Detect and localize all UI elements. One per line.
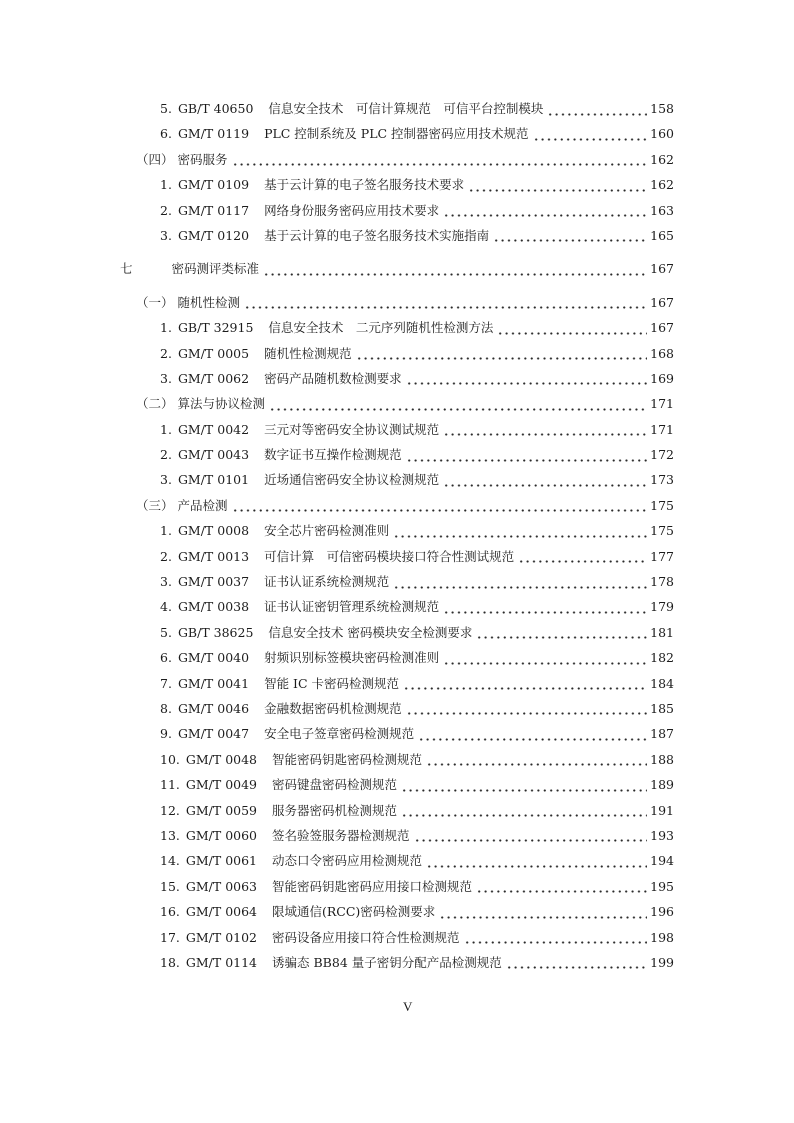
dot-leader	[406, 696, 648, 721]
dot-leader	[406, 366, 648, 391]
standard-code: GM/T 0063	[185, 878, 258, 894]
standard-code: GM/T 0040	[177, 650, 250, 666]
entry-label	[160, 645, 439, 670]
page-number: 171	[650, 396, 674, 412]
page-number: 167	[650, 294, 674, 310]
dot-leader	[393, 518, 647, 543]
standard-code: GM/T 0042	[177, 421, 250, 437]
toc-item	[120, 315, 674, 340]
entry-label	[160, 925, 460, 950]
entry-number: 12.	[160, 802, 180, 818]
toc-section	[120, 493, 674, 518]
entry-title: 基于云计算的电子签名服务技术实施指南	[264, 227, 490, 243]
toc-item	[120, 925, 674, 950]
entry-number: 1.	[160, 523, 172, 539]
entry-label	[160, 874, 472, 899]
page-number: 193	[650, 827, 674, 843]
dot-leader	[464, 925, 648, 950]
entry-title: 三元对等密码安全协议测试规范	[264, 421, 440, 437]
dot-leader	[232, 493, 648, 518]
entry-label	[160, 315, 493, 340]
toc-item	[120, 823, 674, 848]
toc-item	[120, 721, 674, 746]
entry-label	[160, 594, 439, 619]
entry-label	[160, 899, 435, 924]
entry-number: 11.	[160, 777, 180, 793]
toc-list	[120, 96, 674, 975]
dot-leader	[232, 147, 648, 172]
toc-item	[120, 172, 674, 197]
dot-leader	[506, 950, 647, 975]
entry-number: 1.	[160, 320, 172, 336]
toc-section	[120, 147, 674, 172]
entry-title: 随机性检测规范	[264, 345, 352, 361]
toc-chapter	[120, 256, 674, 281]
page-number: 198	[650, 929, 674, 945]
dot-leader	[476, 620, 647, 645]
page-number: 184	[650, 675, 674, 691]
standard-code: GM/T 0109	[177, 177, 250, 193]
entry-title: 智能密码钥匙密码应用接口检测规范	[272, 878, 473, 894]
toc-item	[120, 121, 674, 146]
page-number: 172	[650, 447, 674, 463]
entry-number: 2.	[160, 345, 172, 361]
page-number: 165	[650, 227, 674, 243]
entry-number: 4.	[160, 599, 172, 615]
standard-code: GM/T 0013	[177, 548, 250, 564]
entry-label	[160, 341, 352, 366]
entry-label	[160, 442, 402, 467]
page-number: 162	[650, 151, 674, 167]
toc-item	[120, 417, 674, 442]
entry-label	[160, 121, 529, 146]
standard-code: GM/T 0049	[185, 777, 258, 793]
standard-code: GM/T 0117	[177, 202, 250, 218]
toc-item	[120, 645, 674, 670]
dot-leader	[533, 121, 648, 146]
page-number: 196	[650, 904, 674, 920]
dot-leader	[497, 315, 647, 340]
entry-label	[160, 721, 414, 746]
page-number: 182	[650, 650, 674, 666]
page-number: 194	[650, 853, 674, 869]
toc-item	[120, 747, 674, 772]
toc-item	[120, 366, 674, 391]
entry-number: 5.	[160, 101, 172, 116]
page-number: 171	[650, 421, 674, 437]
entry-number: 8.	[160, 700, 172, 716]
entry-number: 16.	[160, 904, 180, 920]
dot-leader	[443, 198, 647, 223]
entry-title: 可信计算 可信密码模块接口符合性测试规范	[264, 548, 515, 564]
entry-number: 17.	[160, 929, 180, 945]
standard-code: GM/T 0048	[185, 751, 258, 767]
entry-title: 智能密码钥匙密码检测规范	[272, 751, 423, 767]
toc-section	[120, 290, 674, 315]
entry-label	[160, 172, 464, 197]
standard-code: GM/T 0038	[177, 599, 250, 615]
entry-title: 签名验签服务器检测规范	[272, 827, 410, 843]
dot-leader	[393, 569, 647, 594]
entry-title: 网络身份服务密码应用技术要求	[264, 202, 440, 218]
entry-label	[160, 417, 439, 442]
entry-label	[160, 848, 422, 873]
entry-label	[160, 467, 439, 492]
page-number: 175	[650, 523, 674, 539]
dot-leader	[518, 544, 647, 569]
standard-code: GM/T 0114	[185, 954, 258, 970]
entry-title: 随机性检测	[177, 294, 241, 310]
toc-item	[120, 467, 674, 492]
entry-number: 10.	[160, 751, 180, 767]
standard-code: GM/T 0060	[185, 827, 258, 843]
entry-number: 7.	[160, 675, 172, 691]
entry-number: （四）	[136, 151, 174, 167]
entry-label	[120, 256, 259, 281]
entry-title: 基于云计算的电子签名服务技术要求	[264, 177, 465, 193]
entry-title: 密码服务	[177, 151, 228, 167]
dot-leader	[493, 223, 647, 248]
entry-title: 安全电子签章密码检测规范	[264, 726, 415, 742]
entry-label	[136, 290, 240, 315]
page-number: 177	[650, 548, 674, 564]
dot-leader	[439, 899, 647, 924]
entry-number: 3.	[160, 574, 172, 590]
entry-number: 3.	[160, 227, 172, 243]
entry-number: 2.	[160, 447, 172, 463]
page-number: 163	[650, 202, 674, 218]
dot-leader	[406, 442, 648, 467]
page-number: 179	[650, 599, 674, 615]
dot-leader	[414, 823, 648, 848]
toc-item	[120, 950, 674, 975]
entry-title: 近场通信密码安全协议检测规范	[264, 472, 440, 488]
entry-title: 证书认证系统检测规范	[264, 574, 390, 590]
toc-item	[120, 874, 674, 899]
toc-item	[120, 96, 674, 121]
page-number: 160	[650, 126, 674, 142]
entry-number: （二）	[136, 396, 174, 412]
dot-leader	[356, 341, 648, 366]
page-number: 167	[650, 261, 674, 277]
entry-label	[160, 772, 397, 797]
entry-number: 2.	[160, 202, 172, 218]
dot-leader	[443, 645, 647, 670]
entry-label	[160, 747, 422, 772]
toc-section	[120, 391, 674, 416]
page-number: 181	[650, 624, 674, 640]
dot-leader	[403, 671, 647, 696]
entry-title: 密码设备应用接口符合性检测规范	[272, 929, 460, 945]
entry-number: 18.	[160, 954, 180, 970]
entry-number: 3.	[160, 370, 172, 386]
dot-leader	[418, 721, 647, 746]
dot-leader	[269, 391, 647, 416]
entry-number: 6.	[160, 126, 172, 142]
entry-number: 3.	[160, 472, 172, 488]
toc-item	[120, 696, 674, 721]
entry-label	[160, 620, 472, 645]
standard-code: GM/T 0037	[177, 574, 250, 590]
standard-code: GM/T 0119	[177, 126, 250, 142]
entry-number: 14.	[160, 853, 180, 869]
standard-code: GM/T 0064	[185, 904, 258, 920]
entry-title: 诱骗态 BB84 量子密钥分配产品检测规范	[272, 954, 502, 970]
page-number: 168	[650, 345, 674, 361]
standard-code: GB/T 32915	[177, 320, 254, 336]
entry-title: 射频识别标签模块密码检测准则	[264, 650, 440, 666]
entry-title: 证书认证密钥管理系统检测规范	[264, 599, 440, 615]
toc-item	[120, 223, 674, 248]
entry-label	[160, 569, 389, 594]
entry-number: （一）	[136, 294, 174, 310]
entry-label	[160, 223, 489, 248]
entry-title: 信息安全技术 二元序列随机性检测方法	[268, 320, 494, 336]
entry-number: 13.	[160, 827, 180, 843]
entry-title: 限域通信(RCC)密码检测要求	[272, 904, 436, 920]
dot-leader	[443, 594, 647, 619]
dot-leader	[443, 467, 647, 492]
entry-label	[160, 671, 399, 696]
entry-label	[160, 96, 543, 121]
entry-label	[160, 696, 402, 721]
dot-leader	[443, 417, 647, 442]
standard-code: GM/T 0062	[177, 370, 250, 386]
toc-item	[120, 671, 674, 696]
entry-number: 9.	[160, 726, 172, 742]
dot-leader	[401, 772, 647, 797]
entry-number: 5.	[160, 624, 172, 640]
page-number: 173	[650, 472, 674, 488]
entry-number: 6.	[160, 650, 172, 666]
entry-number: 2.	[160, 548, 172, 564]
entry-title: 算法与协议检测	[177, 396, 266, 412]
page-number: 175	[650, 497, 674, 513]
entry-label	[160, 366, 402, 391]
toc-item	[120, 798, 674, 823]
standard-code: GM/T 0008	[177, 523, 250, 539]
dot-leader	[263, 256, 647, 281]
page-number: 188	[650, 751, 674, 767]
toc-item	[120, 772, 674, 797]
entry-title: 密码键盘密码检测规范	[272, 777, 398, 793]
standard-code: GB/T 38625	[177, 624, 254, 640]
entry-label	[160, 518, 389, 543]
dot-leader	[547, 96, 647, 121]
dot-leader	[426, 848, 647, 873]
standard-code: GM/T 0005	[177, 345, 250, 361]
standard-code: GM/T 0120	[177, 227, 250, 243]
standard-code: GM/T 0043	[177, 447, 250, 463]
dot-leader	[476, 874, 647, 899]
page-number: 178	[650, 574, 674, 590]
standard-code: GM/T 0061	[185, 853, 258, 869]
standard-code: GM/T 0041	[177, 675, 250, 691]
entry-number: 1.	[160, 177, 172, 193]
toc-item	[120, 594, 674, 619]
entry-label	[160, 544, 514, 569]
entry-title: 密码产品随机数检测要求	[264, 370, 402, 386]
page-number: 199	[650, 954, 674, 970]
entry-label	[136, 391, 265, 416]
standard-code: GB/T 40650	[177, 101, 254, 116]
entry-label	[160, 950, 502, 975]
page-number: 195	[650, 878, 674, 894]
entry-number: （三）	[136, 497, 174, 513]
toc-item	[120, 198, 674, 223]
page-number: 162	[650, 177, 674, 193]
page-number: 169	[650, 370, 674, 386]
dot-leader	[426, 747, 647, 772]
toc-item	[120, 518, 674, 543]
entry-label	[160, 798, 397, 823]
entry-label	[136, 147, 228, 172]
entry-label	[136, 493, 228, 518]
entry-title: 金融数据密码机检测规范	[264, 700, 402, 716]
entry-label	[160, 198, 439, 223]
standard-code: GM/T 0059	[185, 802, 258, 818]
toc-item	[120, 341, 674, 366]
entry-label	[160, 823, 410, 848]
entry-title: 信息安全技术 可信计算规范 可信平台控制模块	[268, 101, 544, 116]
standard-code: GM/T 0047	[177, 726, 250, 742]
toc-item	[120, 544, 674, 569]
page-number: 191	[650, 802, 674, 818]
entry-title: 信息安全技术 密码模块安全检测要求	[268, 624, 473, 640]
dot-leader	[244, 290, 647, 315]
entry-title: 服务器密码机检测规范	[272, 802, 398, 818]
toc-item	[120, 848, 674, 873]
page-number: 187	[650, 726, 674, 742]
entry-title: 智能 IC 卡密码检测规范	[264, 675, 400, 691]
entry-title: 密码测评类标准	[171, 261, 260, 277]
entry-number: 七	[120, 261, 133, 277]
entry-number: 15.	[160, 878, 180, 894]
entry-title: PLC 控制系统及 PLC 控制器密码应用技术规范	[264, 126, 529, 142]
page-number: 189	[650, 777, 674, 793]
toc-item	[120, 442, 674, 467]
toc-item	[120, 569, 674, 594]
standard-code: GM/T 0046	[177, 700, 250, 716]
dot-leader	[401, 798, 647, 823]
page-number: 158	[650, 101, 674, 116]
entry-title: 数字证书互操作检测规范	[264, 447, 402, 463]
entry-number: 1.	[160, 421, 172, 437]
table-of-contents	[120, 96, 674, 975]
toc-item	[120, 620, 674, 645]
dot-leader	[468, 172, 647, 197]
toc-item	[120, 899, 674, 924]
standard-code: GM/T 0102	[185, 929, 258, 945]
entry-title: 产品检测	[177, 497, 228, 513]
page-number: 185	[650, 700, 674, 716]
entry-title: 安全芯片密码检测准则	[264, 523, 390, 539]
page-number-footer: V	[403, 999, 413, 1014]
page-number: 167	[650, 320, 674, 336]
standard-code: GM/T 0101	[177, 472, 250, 488]
entry-title: 动态口令密码应用检测规范	[272, 853, 423, 869]
